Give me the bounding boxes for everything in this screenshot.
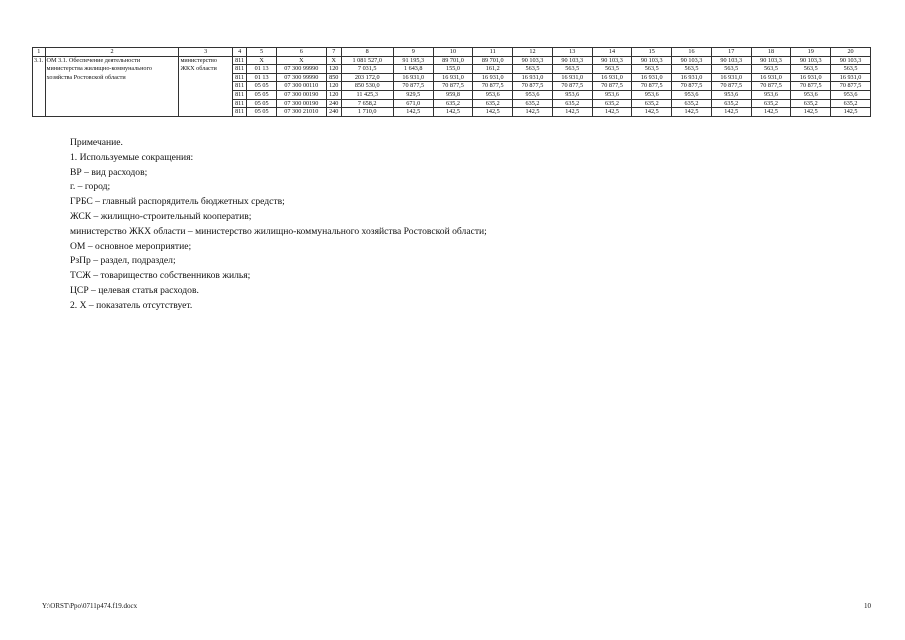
table-cell: 142,5 xyxy=(632,108,672,117)
table-cell: 142,5 xyxy=(791,108,831,117)
table-cell: 16 931,0 xyxy=(433,73,473,82)
table-cell: 70 877,5 xyxy=(751,82,791,91)
table-cell: 635,2 xyxy=(791,99,831,108)
table-cell: 90 103,3 xyxy=(632,56,672,65)
column-header: 10 xyxy=(433,48,473,57)
note-line: ГРБС – главный распорядитель бюджетных средств; xyxy=(70,196,285,208)
notes-block xyxy=(70,136,487,314)
table-cell: 563,5 xyxy=(632,65,672,74)
table-cell: 142,5 xyxy=(592,108,632,117)
table-cell: 90 103,3 xyxy=(592,56,632,65)
table-cell: 142,5 xyxy=(433,108,473,117)
table-cell: 563,5 xyxy=(672,65,712,74)
table-cell: 635,2 xyxy=(672,99,712,108)
table-cell: 811 xyxy=(232,65,247,74)
table-cell: Х xyxy=(326,56,341,65)
table-cell: 635,2 xyxy=(473,99,513,108)
table-cell: 142,5 xyxy=(393,108,433,117)
table-cell: 811 xyxy=(232,56,247,65)
table-cell: 07 300 21010 xyxy=(276,108,326,117)
table-cell: 16 931,0 xyxy=(831,73,871,82)
table-cell: 70 877,5 xyxy=(831,82,871,91)
table-cell: 563,5 xyxy=(513,65,553,74)
table-cell: 16 931,0 xyxy=(513,73,553,82)
table-cell: 05 05 xyxy=(247,90,276,99)
budget-table xyxy=(32,47,871,117)
table-cell: 90 103,3 xyxy=(672,56,712,65)
column-header: 9 xyxy=(393,48,433,57)
table-cell: 91 195,3 xyxy=(393,56,433,65)
column-header: 2 xyxy=(45,48,179,57)
table-cell: 16 931,0 xyxy=(791,73,831,82)
table-cell: 01 13 xyxy=(247,73,276,82)
table-cell: 16 931,0 xyxy=(672,73,712,82)
table-cell: 953,6 xyxy=(751,90,791,99)
table-cell: 635,2 xyxy=(831,99,871,108)
column-header: 19 xyxy=(791,48,831,57)
table-cell: 635,2 xyxy=(751,99,791,108)
table-cell: 70 877,5 xyxy=(552,82,592,91)
table-cell: 05 05 xyxy=(247,108,276,117)
table-cell: 70 877,5 xyxy=(433,82,473,91)
column-header: 5 xyxy=(247,48,276,57)
executor-name: министерство ЖКХ области xyxy=(179,56,232,116)
table-cell: 90 103,3 xyxy=(751,56,791,65)
table-cell: 90 103,3 xyxy=(513,56,553,65)
table-cell: 70 877,5 xyxy=(473,82,513,91)
table-cell: 563,5 xyxy=(552,65,592,74)
measure-name: ОМ 3.1. Обеспечение деятельности министерства жилищно-коммунального хозяйства Ростовской области xyxy=(45,56,179,116)
table-cell: 120 xyxy=(326,65,341,74)
table-cell: 929,5 xyxy=(393,90,433,99)
note-line: ВР – вид расходов; xyxy=(70,166,148,178)
table-cell: 7 031,5 xyxy=(341,65,393,74)
column-header: 1 xyxy=(33,48,46,57)
note-line: РзПр – раздел, подраздел; xyxy=(70,255,176,267)
table-cell: 16 931,0 xyxy=(711,73,751,82)
table-cell: 635,2 xyxy=(552,99,592,108)
table-cell: 120 xyxy=(326,90,341,99)
table-cell: 635,2 xyxy=(711,99,751,108)
table-cell: 70 877,5 xyxy=(632,82,672,91)
table-cell: 1 643,8 xyxy=(393,65,433,74)
note-line: министерство ЖКХ области – министерство жилищно-коммунального хозяйства Ростовской области; xyxy=(70,225,487,237)
table-cell: 635,2 xyxy=(513,99,553,108)
table-cell: 90 103,3 xyxy=(791,56,831,65)
table-cell: 16 931,0 xyxy=(552,73,592,82)
table-cell: 953,6 xyxy=(791,90,831,99)
table-cell: 1 081 527,0 xyxy=(341,56,393,65)
table-cell: 203 172,0 xyxy=(341,73,393,82)
table-cell: 07 300 99990 xyxy=(276,73,326,82)
table-cell: 953,6 xyxy=(632,90,672,99)
table-cell: 671,0 xyxy=(393,99,433,108)
table-cell: 16 931,0 xyxy=(592,73,632,82)
table-cell: 563,5 xyxy=(711,65,751,74)
column-header: 17 xyxy=(711,48,751,57)
table-cell: 07 300 99990 xyxy=(276,65,326,74)
column-header: 11 xyxy=(473,48,513,57)
table-cell: 563,5 xyxy=(831,65,871,74)
table-cell: 70 877,5 xyxy=(672,82,712,91)
table-cell: 70 877,5 xyxy=(393,82,433,91)
table-cell: 563,5 xyxy=(791,65,831,74)
table-cell: 811 xyxy=(232,82,247,91)
table-cell: 90 103,3 xyxy=(552,56,592,65)
table-cell: 142,5 xyxy=(672,108,712,117)
table-cell: 142,5 xyxy=(711,108,751,117)
table-cell: 850 530,0 xyxy=(341,82,393,91)
table-cell: 811 xyxy=(232,90,247,99)
table-cell: 11 425,3 xyxy=(341,90,393,99)
table-cell: 953,6 xyxy=(473,90,513,99)
note-line: г. – город; xyxy=(70,181,111,193)
table-cell: 811 xyxy=(232,108,247,117)
column-header: 12 xyxy=(513,48,553,57)
table-cell: 7 658,2 xyxy=(341,99,393,108)
column-header: 16 xyxy=(672,48,712,57)
column-header: 3 xyxy=(179,48,232,57)
table-cell: 850 xyxy=(326,73,341,82)
table-cell: 05 05 xyxy=(247,99,276,108)
table-cell: 1 710,0 xyxy=(341,108,393,117)
column-header: 15 xyxy=(632,48,672,57)
table-cell: 90 103,3 xyxy=(711,56,751,65)
table-cell: 120 xyxy=(326,82,341,91)
table-cell: 811 xyxy=(232,99,247,108)
table-row xyxy=(33,56,871,65)
table-cell: 240 xyxy=(326,99,341,108)
table-cell: 70 877,5 xyxy=(513,82,553,91)
column-header: 20 xyxy=(831,48,871,57)
table-cell: 16 931,0 xyxy=(473,73,513,82)
table-cell: 89 701,0 xyxy=(433,56,473,65)
table-cell: 16 931,0 xyxy=(632,73,672,82)
page-number: 10 xyxy=(864,602,871,610)
table-cell: 07 300 00190 xyxy=(276,90,326,99)
table-cell: 155,0 xyxy=(433,65,473,74)
table-cell: 70 877,5 xyxy=(711,82,751,91)
table-cell: 16 931,0 xyxy=(393,73,433,82)
table-cell: 90 103,3 xyxy=(831,56,871,65)
table-cell: 142,5 xyxy=(473,108,513,117)
column-header: 13 xyxy=(552,48,592,57)
table-cell: 953,6 xyxy=(513,90,553,99)
column-header: 8 xyxy=(341,48,393,57)
note-line: 2. Х – показатель отсутствует. xyxy=(70,299,193,311)
table-cell: 635,2 xyxy=(592,99,632,108)
notes-heading: Примечание. xyxy=(70,137,123,148)
table-cell: 953,6 xyxy=(672,90,712,99)
table-cell: 05 05 xyxy=(247,82,276,91)
file-path: Y:\ORST\Ppo\0711p474.f19.docx xyxy=(42,602,138,610)
table-cell: 07 300 00190 xyxy=(276,99,326,108)
table-cell: 161,2 xyxy=(473,65,513,74)
table-cell: 563,5 xyxy=(751,65,791,74)
table-cell: 01 13 xyxy=(247,65,276,74)
column-header: 18 xyxy=(751,48,791,57)
table-header-row xyxy=(33,48,871,57)
table-cell: 953,6 xyxy=(592,90,632,99)
table-cell: 07 300 00110 xyxy=(276,82,326,91)
row-number: 3.1. xyxy=(33,56,46,116)
table-cell: 142,5 xyxy=(831,108,871,117)
note-line: ЦСР – целевая статья расходов. xyxy=(70,284,199,296)
table-cell: 953,6 xyxy=(711,90,751,99)
table-cell: 16 931,0 xyxy=(751,73,791,82)
table-cell: 240 xyxy=(326,108,341,117)
table-cell: 635,2 xyxy=(433,99,473,108)
table-cell: 89 701,0 xyxy=(473,56,513,65)
note-line: ЖСК – жилищно-строительный кооператив; xyxy=(70,210,252,222)
table-cell: 953,6 xyxy=(552,90,592,99)
note-line: ТСЖ – товарищество собственников жилья; xyxy=(70,270,251,282)
table-cell: Х xyxy=(276,56,326,65)
table-cell: 563,5 xyxy=(592,65,632,74)
column-header: 14 xyxy=(592,48,632,57)
table-cell: 70 877,5 xyxy=(791,82,831,91)
table-cell: 142,5 xyxy=(513,108,553,117)
column-header: 4 xyxy=(232,48,247,57)
table-cell: 142,5 xyxy=(751,108,791,117)
table-cell: Х xyxy=(247,56,276,65)
table-cell: 142,5 xyxy=(552,108,592,117)
note-line: ОМ – основное мероприятие; xyxy=(70,240,192,252)
table-cell: 959,8 xyxy=(433,90,473,99)
column-header: 7 xyxy=(326,48,341,57)
note-line: 1. Используемые сокращения: xyxy=(70,151,194,163)
column-header: 6 xyxy=(276,48,326,57)
table-cell: 635,2 xyxy=(632,99,672,108)
table-cell: 70 877,5 xyxy=(592,82,632,91)
table-cell: 811 xyxy=(232,73,247,82)
table-body xyxy=(33,56,871,116)
table-cell: 953,6 xyxy=(831,90,871,99)
